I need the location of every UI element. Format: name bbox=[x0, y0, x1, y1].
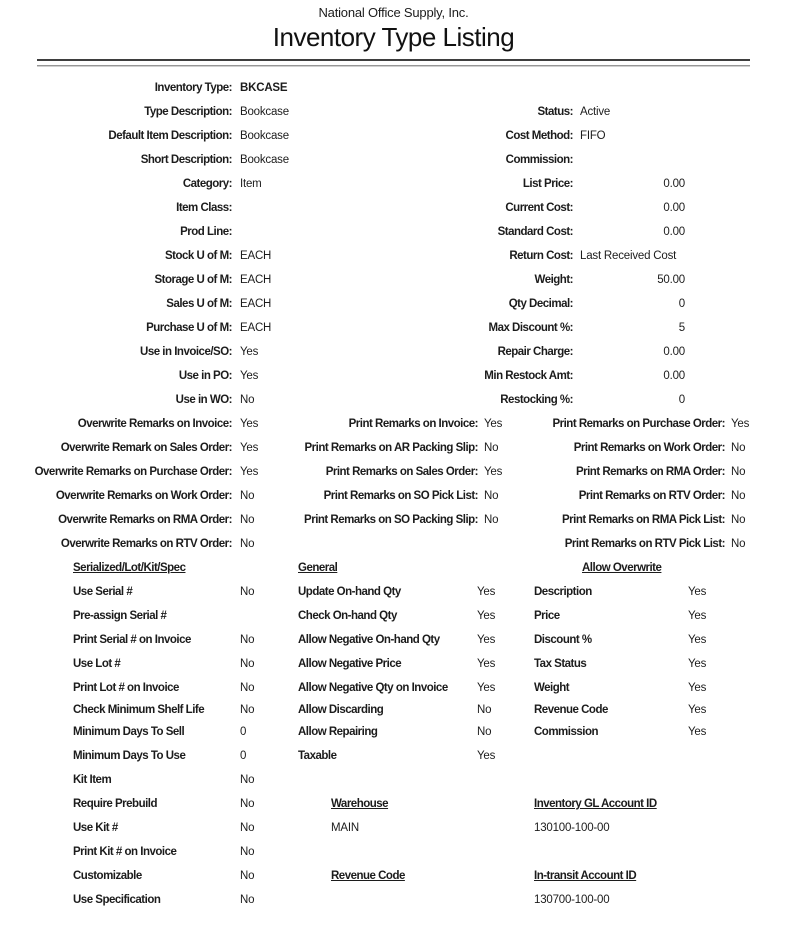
in-transit-value: 130700-100-00 bbox=[534, 894, 610, 906]
field-row bbox=[0, 172, 787, 196]
field-value: Yes bbox=[477, 682, 496, 694]
field-value bbox=[240, 220, 400, 244]
top-form-section bbox=[0, 76, 787, 412]
field-value bbox=[580, 148, 685, 172]
field-value: No bbox=[731, 466, 746, 478]
field-value: 0.00 bbox=[663, 346, 685, 358]
field-label: Overwrite Remarks on RTV Order: bbox=[60, 538, 232, 550]
field-value: Bookcase bbox=[240, 154, 289, 166]
field-label: Overwrite Remarks on RMA Order: bbox=[58, 514, 232, 526]
field-label: Overwrite Remarks on Work Order: bbox=[55, 490, 232, 502]
field-label: Print Kit # on Invoice bbox=[73, 846, 177, 858]
field-value bbox=[240, 604, 298, 628]
field-value: No bbox=[240, 704, 255, 716]
field-label: Print Remarks on Purchase Order: bbox=[552, 418, 725, 430]
field-label: Allow Repairing bbox=[298, 726, 378, 738]
field-label: Restocking %: bbox=[500, 394, 573, 406]
field-label: Use Specification bbox=[73, 894, 161, 906]
field-label: Require Prebuild bbox=[73, 798, 158, 810]
field-label: Overwrite Remark on Sales Order: bbox=[60, 442, 232, 454]
field-label: Print Serial # on Invoice bbox=[73, 634, 191, 646]
field-value: Yes bbox=[688, 634, 707, 646]
remarks-row bbox=[0, 484, 787, 508]
field-value: No bbox=[240, 822, 255, 834]
field-label: Return Cost: bbox=[509, 250, 573, 262]
field-label: Allow Negative On-hand Qty bbox=[298, 634, 440, 646]
field-label: Print Remarks on Work Order: bbox=[573, 442, 725, 454]
inventory-gl-header: Inventory GL Account ID bbox=[534, 798, 657, 810]
field-label: Overwrite Remarks on Invoice: bbox=[77, 418, 232, 430]
field-value: FIFO bbox=[580, 130, 606, 142]
field-label: Use in WO: bbox=[175, 394, 232, 406]
field-label: Cost Method: bbox=[505, 130, 573, 142]
field-label: Overwrite Remarks on Purchase Order: bbox=[34, 466, 232, 478]
grid-row bbox=[0, 700, 787, 720]
remarks-section bbox=[0, 412, 787, 556]
field-value: No bbox=[731, 442, 746, 454]
field-label: Use Kit # bbox=[73, 822, 118, 834]
field-value: No bbox=[240, 682, 255, 694]
field-label: List Price: bbox=[522, 178, 573, 190]
field-value: Yes bbox=[688, 610, 707, 622]
field-value: Bookcase bbox=[240, 106, 289, 118]
rule-dark bbox=[37, 59, 750, 61]
field-value: No bbox=[240, 894, 255, 906]
field-label: Weight bbox=[534, 682, 570, 694]
field-label: Inventory Type: bbox=[154, 82, 232, 94]
field-value: No bbox=[240, 846, 255, 858]
field-label: Pre-assign Serial # bbox=[73, 610, 167, 622]
field-value: Yes bbox=[240, 466, 259, 478]
field-label: Price bbox=[534, 610, 560, 622]
company-name: National Office Supply, Inc. bbox=[318, 5, 469, 20]
field-value: Yes bbox=[240, 346, 259, 358]
field-value: Bookcase bbox=[240, 130, 289, 142]
field-value: No bbox=[484, 490, 499, 502]
field-label: Print Remarks on AR Packing Slip: bbox=[304, 442, 478, 454]
field-value: No bbox=[731, 514, 746, 526]
remarks-row bbox=[0, 436, 787, 460]
section-header-row bbox=[0, 556, 787, 580]
field-label: Min Restock Amt: bbox=[484, 370, 573, 382]
field-value: Yes bbox=[731, 418, 750, 430]
field-label: Use Lot # bbox=[73, 658, 121, 670]
section-header-allow-overwrite: Allow Overwrite bbox=[582, 562, 662, 574]
field-value: Yes bbox=[477, 610, 496, 622]
field-label: Status: bbox=[537, 106, 573, 118]
header-rule bbox=[37, 59, 750, 67]
section-header-serialized: Serialized/Lot/Kit/Spec bbox=[73, 562, 186, 574]
field-value: Yes bbox=[688, 726, 707, 738]
field-label: Tax Status bbox=[534, 658, 587, 670]
field-label: Check On-hand Qty bbox=[298, 610, 397, 622]
field-value: 0.00 bbox=[663, 226, 685, 238]
field-value: Yes bbox=[688, 704, 707, 716]
section-header-general: General bbox=[298, 562, 338, 574]
field-value: No bbox=[240, 658, 255, 670]
rule-light bbox=[37, 65, 750, 67]
field-value: Yes bbox=[240, 370, 259, 382]
field-label: Print Remarks on SO Pick List: bbox=[323, 490, 478, 502]
field-row bbox=[0, 364, 787, 388]
field-label: Print Remarks on RTV Order: bbox=[578, 490, 725, 502]
field-label: Print Remarks on SO Packing Slip: bbox=[304, 514, 478, 526]
remarks-row bbox=[0, 508, 787, 532]
field-value: 0.00 bbox=[663, 202, 685, 214]
field-value: No bbox=[477, 726, 492, 738]
report-title: Inventory Type Listing bbox=[272, 22, 515, 52]
grid-row bbox=[0, 888, 787, 912]
field-row bbox=[0, 316, 787, 340]
field-label: Category: bbox=[182, 178, 232, 190]
field-label: Taxable bbox=[298, 750, 337, 762]
field-row bbox=[0, 76, 787, 100]
field-row bbox=[0, 124, 787, 148]
field-value: No bbox=[240, 514, 255, 526]
field-label: Allow Negative Qty on Invoice bbox=[298, 682, 448, 694]
field-label: Revenue Code bbox=[534, 704, 608, 716]
field-value: No bbox=[477, 704, 492, 716]
remarks-row bbox=[0, 460, 787, 484]
field-value: 0 bbox=[240, 750, 247, 762]
field-value: Last Received Cost bbox=[580, 250, 677, 262]
in-transit-header: In-transit Account ID bbox=[534, 870, 637, 882]
field-value: BKCASE bbox=[240, 82, 288, 94]
field-label: Stock U of M: bbox=[165, 250, 232, 262]
field-value: Yes bbox=[484, 418, 503, 430]
field-label: Update On-hand Qty bbox=[298, 586, 401, 598]
warehouse-header: Warehouse bbox=[331, 798, 389, 810]
grid-row bbox=[0, 864, 787, 888]
field-label: Minimum Days To Use bbox=[73, 750, 186, 762]
field-label: Repair Charge: bbox=[497, 346, 573, 358]
field-label: Item Class: bbox=[176, 202, 232, 214]
field-value: 0.00 bbox=[663, 178, 685, 190]
field-label: Purchase U of M: bbox=[146, 322, 232, 334]
field-label bbox=[285, 532, 478, 556]
field-row bbox=[0, 100, 787, 124]
field-value: No bbox=[484, 442, 499, 454]
remarks-row bbox=[0, 412, 787, 436]
field-value: Yes bbox=[477, 750, 496, 762]
field-label: Max Discount %: bbox=[488, 322, 573, 334]
field-value: No bbox=[240, 394, 255, 406]
grid-row bbox=[0, 604, 787, 628]
field-value: Item bbox=[240, 178, 262, 190]
field-label: Weight: bbox=[534, 274, 573, 286]
field-value: No bbox=[240, 538, 255, 550]
field-row bbox=[0, 268, 787, 292]
field-value: No bbox=[484, 514, 499, 526]
field-row bbox=[0, 340, 787, 364]
field-value: 0 bbox=[240, 726, 247, 738]
field-value bbox=[240, 196, 400, 220]
field-value: Yes bbox=[484, 466, 503, 478]
field-label: Description bbox=[534, 586, 592, 598]
field-label: Prod Line: bbox=[180, 226, 232, 238]
field-value: EACH bbox=[240, 298, 272, 310]
field-value: Yes bbox=[688, 658, 707, 670]
field-value bbox=[484, 532, 534, 556]
field-row bbox=[0, 220, 787, 244]
field-value: Yes bbox=[477, 586, 496, 598]
field-label: Use in Invoice/SO: bbox=[140, 346, 232, 358]
grid-row bbox=[0, 676, 787, 700]
grid-row bbox=[0, 792, 787, 816]
warehouse-value: MAIN bbox=[331, 822, 359, 834]
grid-row bbox=[0, 840, 787, 864]
grid-row bbox=[0, 744, 787, 768]
field-row bbox=[0, 148, 787, 172]
field-value: No bbox=[731, 538, 746, 550]
field-label: Print Remarks on Sales Order: bbox=[325, 466, 478, 478]
field-label: Use in PO: bbox=[178, 370, 232, 382]
field-value: 5 bbox=[678, 322, 685, 334]
remarks-row bbox=[0, 532, 787, 556]
field-value: No bbox=[240, 870, 255, 882]
field-label: Qty Decimal: bbox=[508, 298, 573, 310]
field-value: Yes bbox=[477, 658, 496, 670]
field-label: Check Minimum Shelf Life bbox=[73, 704, 205, 716]
field-value: 0 bbox=[678, 298, 685, 310]
field-label: Use Serial # bbox=[73, 586, 133, 598]
field-value: No bbox=[240, 634, 255, 646]
grid-row bbox=[0, 580, 787, 604]
field-label: Print Remarks on RMA Order: bbox=[575, 466, 725, 478]
field-row bbox=[0, 292, 787, 316]
field-label: Standard Cost: bbox=[497, 226, 573, 238]
field-value: No bbox=[731, 490, 746, 502]
field-value: Yes bbox=[477, 634, 496, 646]
field-label: Minimum Days To Sell bbox=[73, 726, 185, 738]
field-value: 0 bbox=[678, 394, 685, 406]
revenue-code-header: Revenue Code bbox=[331, 870, 405, 882]
field-label: Kit Item bbox=[73, 774, 112, 786]
field-label: Sales U of M: bbox=[166, 298, 232, 310]
field-row bbox=[0, 244, 787, 268]
field-value: EACH bbox=[240, 322, 272, 334]
field-label: Type Description: bbox=[144, 106, 232, 118]
grid-row bbox=[0, 816, 787, 840]
field-value: No bbox=[240, 774, 255, 786]
field-label: Customizable bbox=[73, 870, 142, 882]
grid-row bbox=[0, 628, 787, 652]
field-label: Print Lot # on Invoice bbox=[73, 682, 179, 694]
field-label bbox=[400, 76, 573, 100]
field-value: No bbox=[240, 490, 255, 502]
field-row bbox=[0, 388, 787, 412]
field-label: Commission bbox=[534, 726, 599, 738]
field-value: 50.00 bbox=[657, 274, 685, 286]
inventory-gl-value: 130100-100-00 bbox=[534, 822, 610, 834]
field-value: Yes bbox=[240, 418, 259, 430]
field-row bbox=[0, 196, 787, 220]
field-label: Discount % bbox=[534, 634, 592, 646]
field-value: Yes bbox=[240, 442, 259, 454]
bottom-section bbox=[0, 556, 787, 912]
field-value: Active bbox=[580, 106, 611, 118]
field-label: Allow Negative Price bbox=[298, 658, 402, 670]
field-value: Yes bbox=[688, 682, 707, 694]
field-label: Print Remarks on RMA Pick List: bbox=[561, 514, 725, 526]
field-value: EACH bbox=[240, 250, 272, 262]
field-value: No bbox=[240, 586, 255, 598]
field-value bbox=[580, 76, 685, 100]
field-value: 0.00 bbox=[663, 370, 685, 382]
field-label: Default Item Description: bbox=[108, 130, 232, 142]
field-label: Print Remarks on Invoice: bbox=[348, 418, 478, 430]
field-value: No bbox=[240, 798, 255, 810]
field-value: EACH bbox=[240, 274, 272, 286]
field-label: Storage U of M: bbox=[154, 274, 232, 286]
field-label: Print Remarks on RTV Pick List: bbox=[564, 538, 725, 550]
field-label: Allow Discarding bbox=[298, 704, 384, 716]
field-label: Short Description: bbox=[140, 154, 232, 166]
grid-row bbox=[0, 720, 787, 744]
field-label: Current Cost: bbox=[505, 202, 573, 214]
grid-row bbox=[0, 768, 787, 792]
field-label: Commission: bbox=[505, 154, 573, 166]
grid-row bbox=[0, 652, 787, 676]
field-value: Yes bbox=[688, 586, 707, 598]
